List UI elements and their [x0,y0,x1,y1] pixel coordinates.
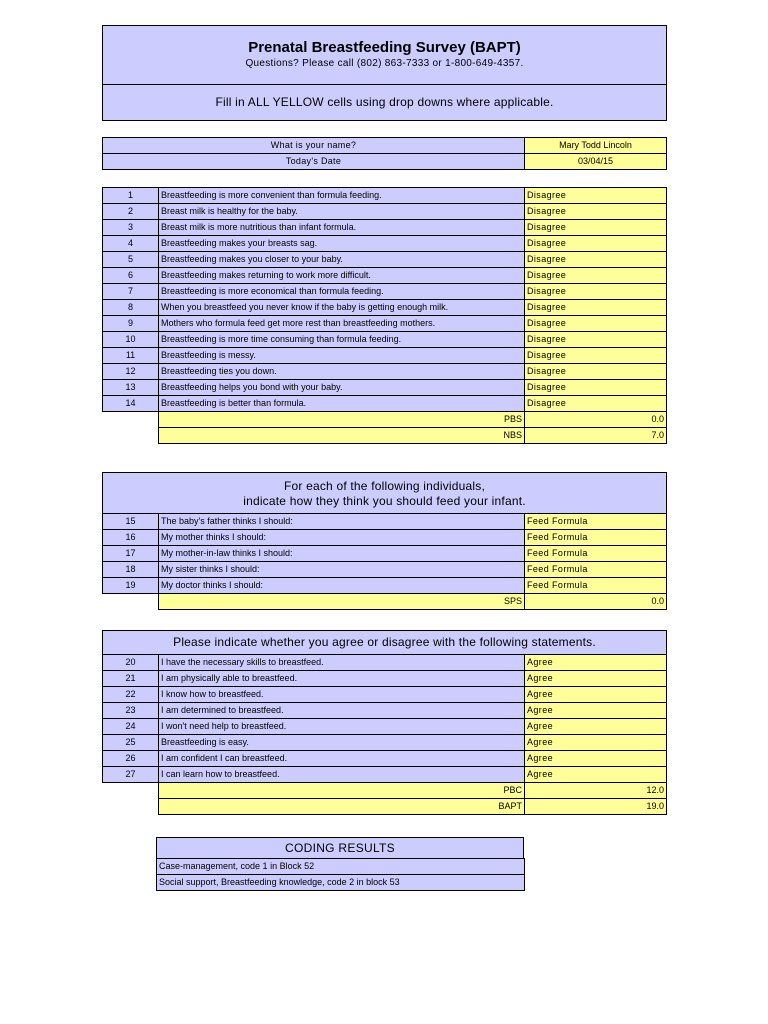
question-text: I can learn how to breastfeed. [159,767,525,783]
question-number: 22 [103,687,159,703]
control-table [102,654,667,815]
score-label: PBS [159,412,525,428]
question-number: 19 [103,578,159,594]
question-row [103,530,667,546]
answer-dropdown[interactable]: Disagree [525,380,667,396]
question-text: I have the necessary skills to breastfeed. [159,655,525,671]
section3-heading: Please indicate whether you agree or disagree with the following statements. [173,635,596,649]
question-text: Breastfeeding is messy. [159,348,525,364]
question-number: 18 [103,562,159,578]
spacer [103,799,159,815]
answer-dropdown[interactable]: Disagree [525,188,667,204]
question-text: Breastfeeding makes your breasts sag. [159,236,525,252]
question-number: 12 [103,364,159,380]
question-number: 20 [103,655,159,671]
question-text: Breastfeeding is more convenient than formula feeding. [159,188,525,204]
social-pressure-table [102,513,667,610]
coding-result-2: Social support, Breastfeeding knowledge, code 2 in block 53 [157,875,525,891]
answer-dropdown[interactable]: Agree [525,671,667,687]
spacer [103,412,159,428]
question-row [103,332,667,348]
question-text: Breastfeeding ties you down. [159,364,525,380]
question-number: 26 [103,751,159,767]
question-number: 2 [103,204,159,220]
score-value: 19.0 [525,799,667,815]
question-row [103,348,667,364]
question-number: 5 [103,252,159,268]
question-row [103,284,667,300]
question-number: 7 [103,284,159,300]
respondent-info-table [102,137,667,170]
question-text: I am physically able to breastfeed. [159,671,525,687]
answer-dropdown[interactable]: Agree [525,719,667,735]
page-title: Prenatal Breastfeeding Survey (BAPT) [248,39,521,56]
date-label: Today's Date [103,154,525,170]
question-text: Breastfeeding is better than formula. [159,396,525,412]
answer-dropdown[interactable]: Disagree [525,252,667,268]
question-text: I am determined to breastfeed. [159,703,525,719]
question-number: 15 [103,514,159,530]
question-row [103,687,667,703]
question-row [103,751,667,767]
question-text: My sister thinks I should: [159,562,525,578]
survey-header [102,25,667,85]
question-text: My mother thinks I should: [159,530,525,546]
question-number: 16 [103,530,159,546]
coding-result-1: Case-management, code 1 in Block 52 [157,859,525,875]
score-row [103,799,667,815]
question-row [103,300,667,316]
score-label: NBS [159,428,525,444]
coding-row [157,875,525,891]
question-text: The baby's father thinks I should: [159,514,525,530]
question-row [103,380,667,396]
score-label: BAPT [159,799,525,815]
question-row [103,236,667,252]
question-row [103,719,667,735]
answer-dropdown[interactable]: Feed Formula [525,578,667,594]
question-number: 25 [103,735,159,751]
question-text: When you breastfeed you never know if the baby is getting enough milk. [159,300,525,316]
question-text: Breast milk is healthy for the baby. [159,204,525,220]
question-number: 3 [103,220,159,236]
answer-dropdown[interactable]: Agree [525,703,667,719]
score-value: 7.0 [525,428,667,444]
score-label: PBC [159,783,525,799]
answer-dropdown[interactable]: Disagree [525,396,667,412]
section2-heading-line1: For each of the following individuals, [283,479,486,493]
question-number: 10 [103,332,159,348]
attitude-table [102,187,667,444]
question-number: 21 [103,671,159,687]
question-row [103,316,667,332]
question-number: 24 [103,719,159,735]
answer-dropdown[interactable]: Agree [525,751,667,767]
question-text: Mothers who formula feed get more rest than breastfeeding mothers. [159,316,525,332]
answer-dropdown[interactable]: Disagree [525,284,667,300]
question-number: 11 [103,348,159,364]
answer-dropdown[interactable]: Feed Formula [525,530,667,546]
date-row [103,154,667,170]
answer-dropdown[interactable]: Disagree [525,364,667,380]
score-value: 0.0 [525,594,667,610]
answer-dropdown[interactable]: Disagree [525,348,667,364]
question-number: 4 [103,236,159,252]
question-row [103,364,667,380]
question-text: I won't need help to breastfeed. [159,719,525,735]
answer-dropdown[interactable]: Disagree [525,204,667,220]
answer-dropdown[interactable]: Disagree [525,220,667,236]
coding-row [157,859,525,875]
question-row [103,252,667,268]
answer-dropdown[interactable]: Disagree [525,300,667,316]
question-row [103,268,667,284]
answer-dropdown[interactable]: Agree [525,687,667,703]
question-number: 8 [103,300,159,316]
spacer [103,594,159,610]
score-value: 0.0 [525,412,667,428]
coding-results-header [156,837,524,859]
question-number: 1 [103,188,159,204]
section3-header [102,630,667,655]
question-text: Breastfeeding is easy. [159,735,525,751]
question-number: 13 [103,380,159,396]
answer-dropdown[interactable]: Feed Formula [525,546,667,562]
score-label: SPS [159,594,525,610]
name-label: What is your name? [103,138,525,154]
question-row [103,562,667,578]
spacer [103,428,159,444]
answer-dropdown[interactable]: Agree [525,655,667,671]
question-number: 17 [103,546,159,562]
score-row [103,783,667,799]
question-number: 6 [103,268,159,284]
question-text: My mother-in-law thinks I should: [159,546,525,562]
contact-info: Questions? Please call (802) 863-7333 or 1-800-649-4357. [245,58,524,69]
question-row [103,671,667,687]
question-text: Breastfeeding is more time consuming than formula feeding. [159,332,525,348]
spacer [103,783,159,799]
score-row [103,428,667,444]
question-row [103,703,667,719]
question-text: I know how to breastfeed. [159,687,525,703]
coding-results-title: CODING RESULTS [285,841,395,855]
answer-dropdown[interactable]: Disagree [525,236,667,252]
question-row [103,220,667,236]
section2-heading-line2: indicate how they think you should feed your infant. [243,494,526,508]
question-text: Breastfeeding helps you bond with your baby. [159,380,525,396]
question-text: I am confident I can breastfeed. [159,751,525,767]
answer-dropdown[interactable]: Feed Formula [525,514,667,530]
question-text: Breastfeeding is more economical than formula feeding. [159,284,525,300]
answer-dropdown[interactable]: Feed Formula [525,562,667,578]
score-row [103,594,667,610]
name-row [103,138,667,154]
question-row [103,578,667,594]
answer-dropdown[interactable]: Agree [525,735,667,751]
question-row [103,514,667,530]
question-number: 23 [103,703,159,719]
question-row [103,204,667,220]
answer-dropdown[interactable]: Disagree [525,268,667,284]
question-text: Breastfeeding makes returning to work more difficult. [159,268,525,284]
section2-header [102,472,667,514]
date-input[interactable]: 03/04/15 [525,154,667,170]
answer-dropdown[interactable]: Agree [525,767,667,783]
instruction-banner [102,84,667,121]
score-row [103,412,667,428]
score-value: 12.0 [525,783,667,799]
answer-dropdown[interactable]: Disagree [525,332,667,348]
question-row [103,767,667,783]
question-row [103,546,667,562]
question-text: Breastfeeding makes you closer to your baby. [159,252,525,268]
question-text: Breast milk is more nutritious than infant formula. [159,220,525,236]
question-row [103,655,667,671]
name-input[interactable]: Mary Todd Lincoln [525,138,667,154]
question-row [103,396,667,412]
question-number: 27 [103,767,159,783]
question-row [103,735,667,751]
instruction-text: Fill in ALL YELLOW cells using drop downs where applicable. [215,95,554,109]
coding-results-table [156,858,525,891]
answer-dropdown[interactable]: Disagree [525,316,667,332]
question-number: 9 [103,316,159,332]
question-number: 14 [103,396,159,412]
question-text: My doctor thinks I should: [159,578,525,594]
question-row [103,188,667,204]
